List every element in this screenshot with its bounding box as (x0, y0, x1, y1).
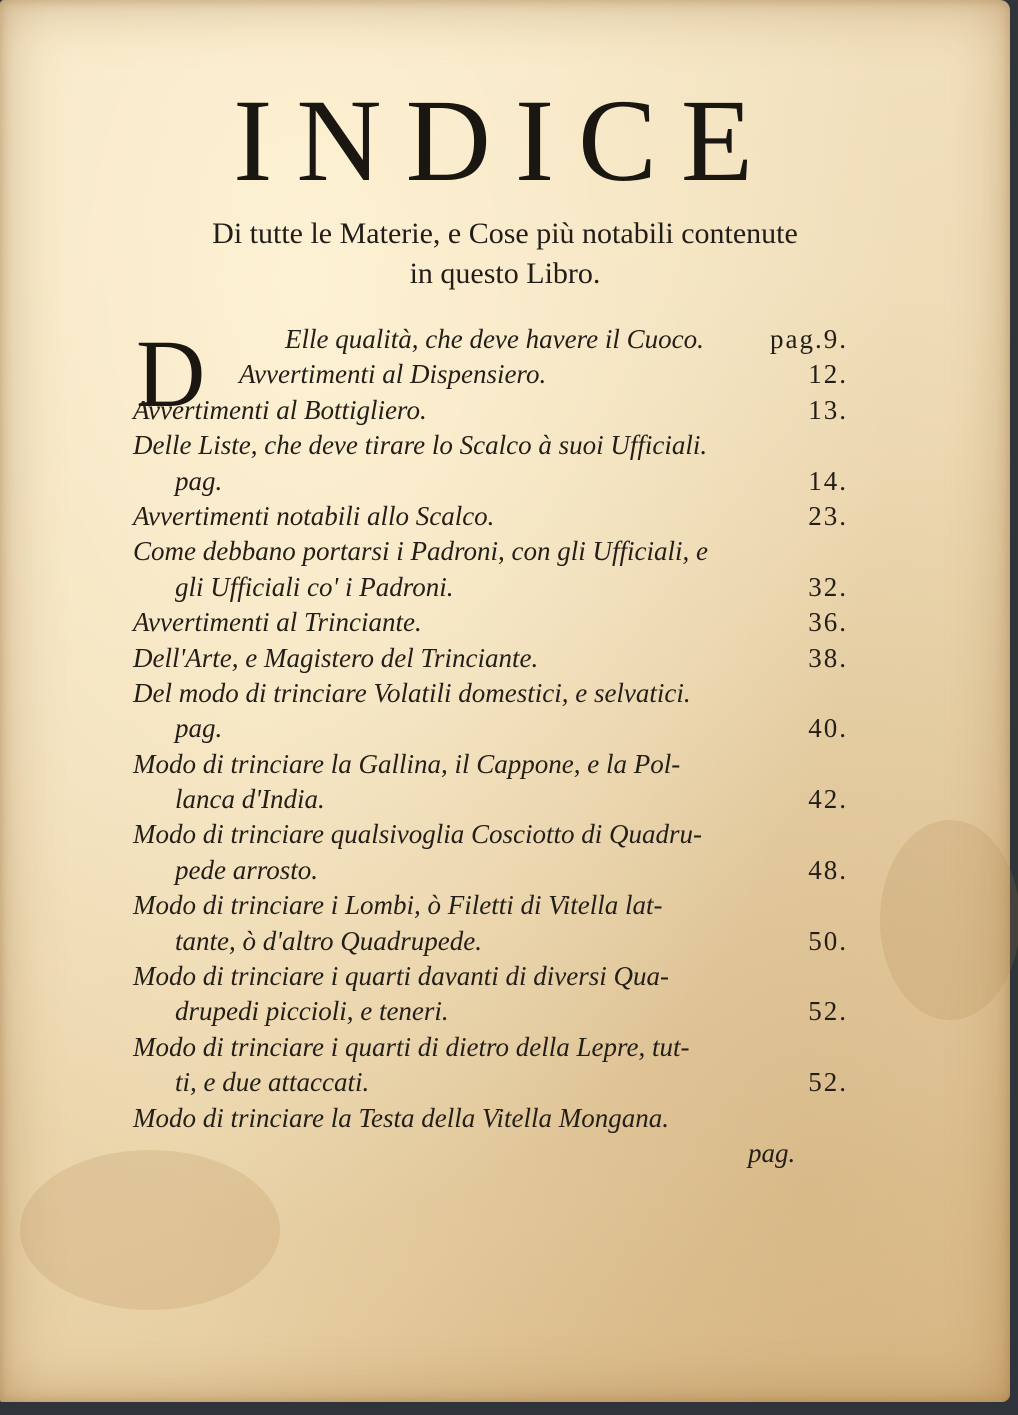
index-line (133, 357, 848, 392)
drop-cap-initial: D (136, 320, 206, 427)
entry-text: Modo di trinciare qualsivoglia Cosciotto di Quadru- (133, 819, 702, 850)
index-line (133, 853, 848, 888)
page-number: 23. (808, 500, 848, 531)
entry-text: Del modo di trinciare Volatili domestici, e selvatici. (133, 677, 691, 708)
entry-text: Modo di trinciare i quarti di dietro della Lepre, tut- (133, 1031, 690, 1062)
entry-text: Dell'Arte, e Magistero del Trinciante. (133, 642, 539, 673)
index-line (133, 641, 848, 676)
entry-text: pag. (175, 713, 223, 744)
index-line (133, 817, 848, 852)
index-line (133, 499, 848, 534)
page-number: 38. (808, 642, 848, 673)
index-line (133, 994, 848, 1029)
page-title: INDICE (233, 75, 777, 206)
index-line (133, 570, 848, 605)
index-line (133, 322, 848, 357)
index-line (133, 1065, 848, 1100)
entry-text: gli Ufficiali co' i Padroni. (175, 571, 454, 602)
entry-text: Come debbano portarsi i Padroni, con gli Ufficiali, e (133, 536, 708, 567)
entry-text: drupedi piccioli, e teneri. (175, 996, 449, 1027)
index-line (133, 924, 848, 959)
entry-text: Avvertimenti al Trinciante. (133, 607, 422, 638)
index-line (133, 464, 848, 499)
entry-text: Modo di trinciare i Lombi, ò Filetti di Vitella lat- (133, 890, 663, 921)
index-line (133, 534, 848, 569)
index-line (133, 1101, 848, 1136)
entry-text: Avvertimenti al Dispensiero. (239, 359, 547, 390)
entry-text: pede arrosto. (175, 854, 318, 885)
paper-stain (880, 820, 1018, 1020)
entry-text: ti, e due attaccati. (175, 1067, 370, 1098)
entry-text: pag. (748, 1137, 796, 1168)
page-subtitle (0, 214, 1010, 294)
page-number: 14. (808, 465, 848, 496)
entry-text: Modo di trinciare la Gallina, il Cappone, e la Pol- (133, 748, 681, 779)
page-number: 48. (808, 854, 848, 885)
entry-text: Elle qualità, che deve havere il Cuoco. (285, 324, 704, 354)
entry-text: pag. (175, 465, 223, 496)
page-number: 32. (808, 571, 848, 602)
index-line (133, 959, 848, 994)
entry-text: Delle Liste, che deve tirare lo Scalco à suoi Ufficiali. (133, 430, 708, 461)
entry-text: Avvertimenti al Bottigliero. (133, 394, 427, 425)
index-line (133, 1136, 848, 1171)
index-line (133, 605, 848, 640)
entry-text: Avvertimenti notabili allo Scalco. (133, 500, 495, 531)
index-line (133, 1030, 848, 1065)
subtitle-line-2: in questo Libro. (409, 257, 601, 290)
page-number: 13. (808, 394, 848, 425)
paper-stain (20, 1150, 280, 1310)
index-line (133, 711, 848, 746)
page-number: 40. (808, 713, 848, 744)
index-line (133, 888, 848, 923)
page-number: 52. (808, 996, 848, 1027)
entry-text: tante, ò d'altro Quadrupede. (175, 925, 482, 956)
entry-text: lanca d'India. (175, 784, 325, 815)
entry-text: Modo di trinciare la Testa della Vitella Mongana. (133, 1102, 669, 1133)
page-number: pag.9. (770, 324, 848, 354)
page-number: 12. (808, 359, 848, 390)
page-number: 42. (808, 784, 848, 815)
index-entries (133, 322, 848, 1171)
index-line (133, 782, 848, 817)
index-line (133, 393, 848, 428)
index-line (133, 676, 848, 711)
page-number: 36. (808, 607, 848, 638)
index-line (133, 428, 848, 463)
page-number: 50. (808, 925, 848, 956)
page-number: 52. (808, 1067, 848, 1098)
index-line (133, 747, 848, 782)
subtitle-line-1: Di tutte le Materie, e Cose più notabili contenute (212, 217, 798, 250)
entry-text: Modo di trinciare i quarti davanti di diversi Qua- (133, 961, 669, 992)
